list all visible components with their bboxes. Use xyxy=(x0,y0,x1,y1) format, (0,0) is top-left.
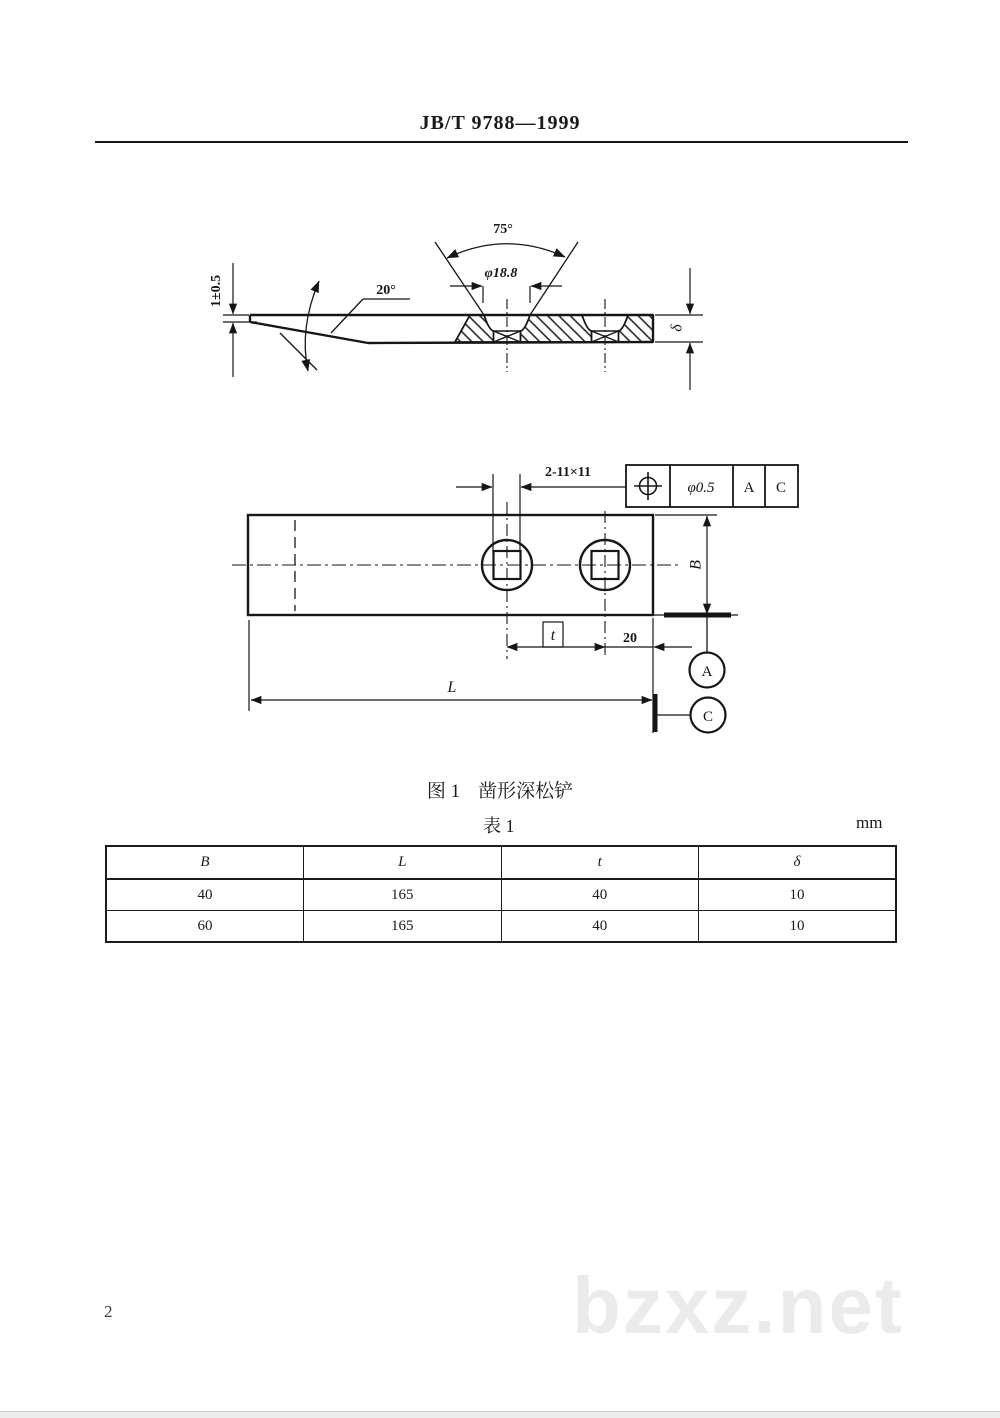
table-header-cell: δ xyxy=(699,846,897,879)
table-unit: mm xyxy=(856,813,883,832)
tolerance-value-label: φ0.5 xyxy=(687,480,715,496)
countersink-dia-label: φ18.8 xyxy=(484,266,518,281)
countersink-angle-label: 75° xyxy=(493,222,513,237)
page-title: JB/T 9788—1999 xyxy=(419,112,581,134)
datum-c-label: C xyxy=(702,709,714,725)
table-header-cell: B xyxy=(106,846,304,879)
section-view xyxy=(209,222,703,390)
plan-view xyxy=(232,465,798,733)
pitch-dim xyxy=(507,622,692,647)
tip-thickness-dim xyxy=(223,263,257,377)
figure-caption-text: 凿形深松铲 xyxy=(478,781,574,802)
table-cell: 60 xyxy=(106,911,304,943)
tip-thickness-label: 1±0.5 xyxy=(208,274,224,308)
table-cell: 40 xyxy=(106,879,304,911)
tolerance-datum2-label: C xyxy=(775,480,787,496)
table-row xyxy=(106,911,896,943)
datum-c xyxy=(655,694,726,733)
table-label: 表 1 xyxy=(483,816,515,836)
holes-note-label: 2-11×11 xyxy=(544,465,592,480)
pitch-label: t xyxy=(550,627,556,644)
figure-caption xyxy=(0,776,1000,803)
length-label: L xyxy=(447,679,457,696)
plate-thickness-label: δ xyxy=(668,324,686,332)
datum-a-label: A xyxy=(701,664,713,680)
table-cell: 165 xyxy=(304,879,502,911)
table-header-cell: L xyxy=(304,846,502,879)
table-header-cell: t xyxy=(501,846,699,879)
bevel-angle-label: 20° xyxy=(376,283,396,298)
watermark: bzxz.net xyxy=(572,1261,904,1350)
length-dim xyxy=(249,618,653,733)
figure-caption-number: 图 1 xyxy=(426,781,461,802)
table-row xyxy=(106,879,896,911)
dimension-table xyxy=(105,845,897,943)
table-cell: 165 xyxy=(304,911,502,943)
page-bottom-edge xyxy=(0,1411,1000,1418)
table-cell: 40 xyxy=(501,911,699,943)
edge-distance-label: 20 xyxy=(623,631,637,646)
table-header-row xyxy=(106,846,896,879)
table-cell: 10 xyxy=(699,879,897,911)
position-tolerance-icon xyxy=(634,472,662,500)
table-cell: 40 xyxy=(501,879,699,911)
table-cell: 10 xyxy=(699,911,897,943)
tolerance-datum1-label: A xyxy=(743,480,755,496)
page-number: 2 xyxy=(104,1302,113,1321)
width-label: B xyxy=(687,560,705,570)
